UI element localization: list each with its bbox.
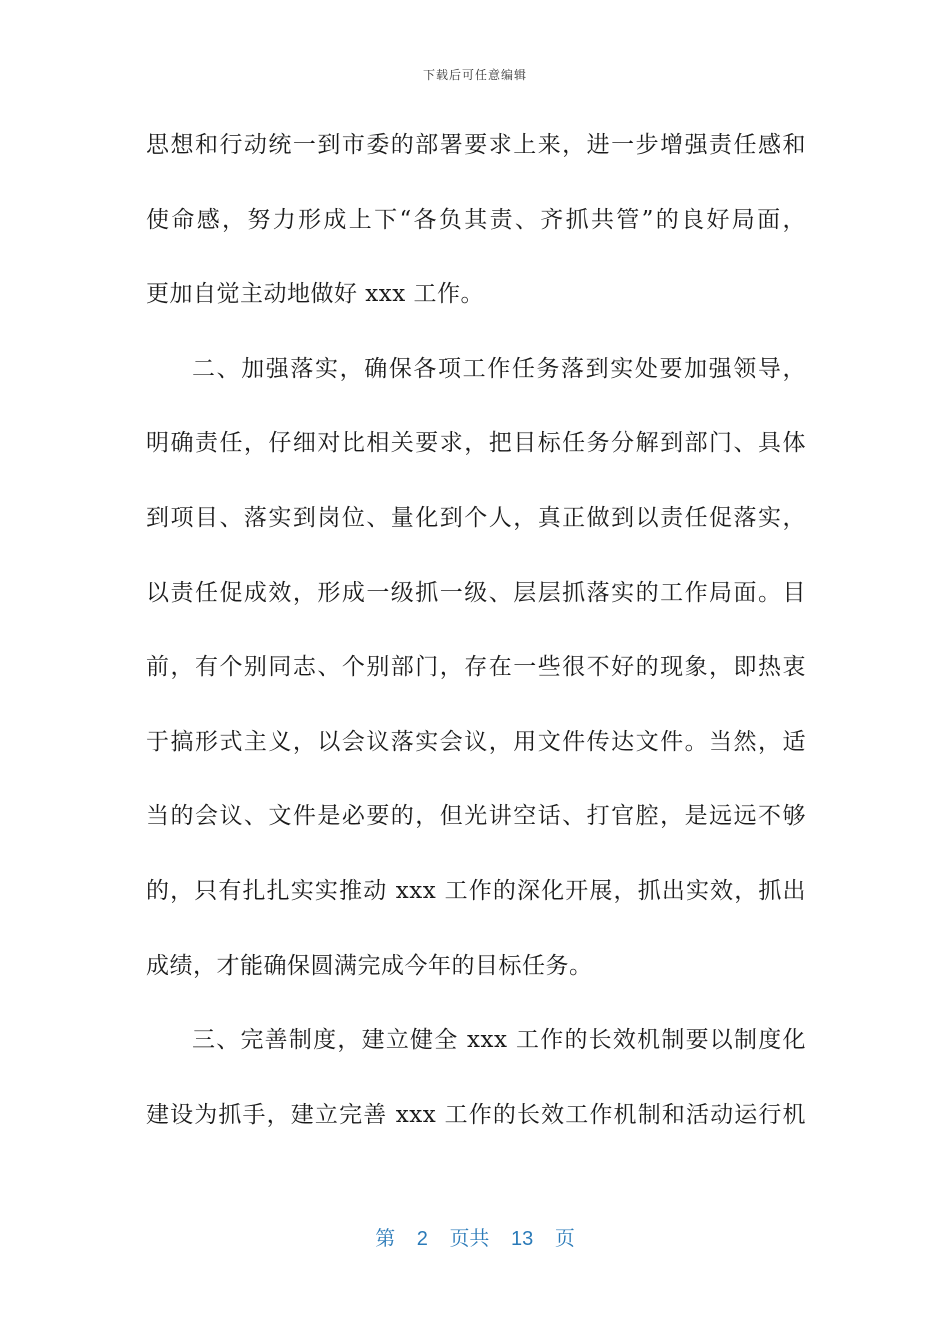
text-line: 更加自觉主动地做好 xxx 工作。 [146, 281, 485, 308]
text-line: 建设为抓手，建立完善 xxx 工作的长效工作机制和活动运行机 [146, 1101, 806, 1128]
text-line: 三、完善制度，建立健全 xxx 工作的长效机制要以制度化 [192, 1027, 806, 1054]
text-line: 的，只有扎扎实实推动 xxx 工作的深化开展，抓出实效，抓出 [146, 877, 806, 904]
document-body [146, 122, 806, 1166]
text-line: 于搞形式主义，以会议落实会议，用文件传达文件。当然，适 [146, 728, 806, 755]
text-line: 思想和行动统一到市委的部署要求上来，进一步增强责任感和 [146, 132, 806, 158]
text-line: 明确责任，仔细对比相关要求，把目标任务分解到部门、具体 [146, 430, 806, 457]
text-line: 成绩，才能确保圆满完成今年的目标任务。 [146, 952, 593, 979]
text-line: 使命感，努力形成上下“各负其责、齐抓共管”的良好局面， [146, 206, 806, 233]
page-number-footer [0, 1222, 950, 1251]
current-page-number: 2 [416, 1228, 428, 1250]
total-pages-number: 13 [511, 1228, 534, 1250]
footer-middle: 页共 [449, 1228, 490, 1250]
text-line: 到项目、落实到岗位、量化到个人，真正做到以责任促落实， [146, 504, 806, 531]
footer-prefix: 第 [375, 1228, 396, 1250]
text-line: 二、加强落实，确保各项工作任务落到实处要加强领导， [192, 355, 806, 382]
text-line: 前，有个别同志、个别部门，存在一些很不好的现象，即热衷 [146, 654, 806, 681]
text-line: 以责任促成效，形成一级抓一级、层层抓落实的工作局面。目 [146, 579, 806, 606]
text-line: 当的会议、文件是必要的，但光讲空话、打官腔，是远远不够 [146, 803, 806, 830]
page-header-note: 下载后可任意编辑 [422, 68, 527, 82]
footer-suffix: 页 [554, 1228, 575, 1250]
